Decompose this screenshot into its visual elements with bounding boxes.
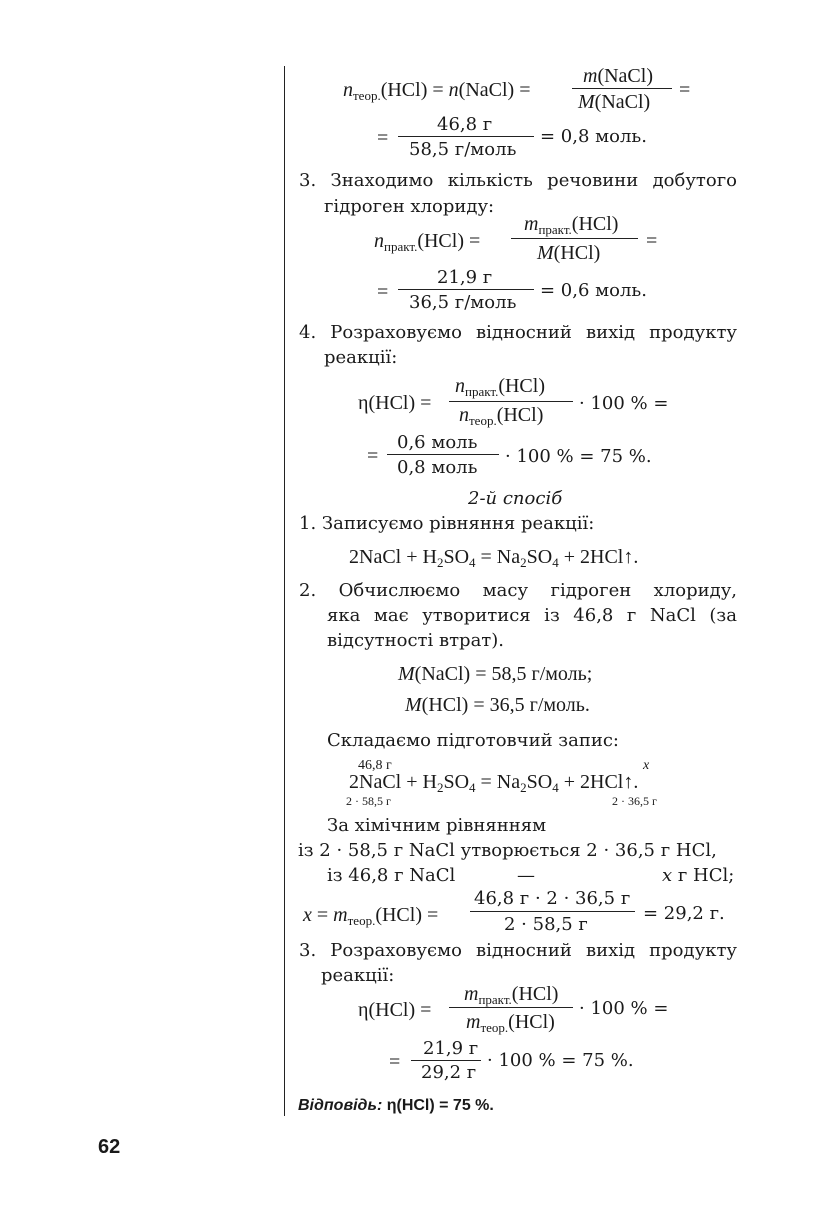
margin-rule [284,66,285,1116]
page-number: 62 [98,1136,121,1158]
molar-mass-hcl: M(HCl) = 36,5 г/моль. [405,694,590,716]
method-2-heading: 2-й спосіб [468,488,563,509]
molar-mass-nacl: M(NaCl) = 58,5 г/моль; [398,663,593,685]
prep-record-text: Складаємо підготовчий запис: [327,730,619,751]
method-2-step-1-text: 1. Записуємо рівняння реакції: [299,513,595,534]
answer-text: η(HCl) = 75 %. [382,1097,494,1114]
answer-label: Відповідь: [298,1097,383,1114]
answer [298,1098,494,1114]
reaction-equation: 2NaCl + $H_2SO_4 = Na_2SO_4$ + 2HCl↑. [349,546,639,570]
